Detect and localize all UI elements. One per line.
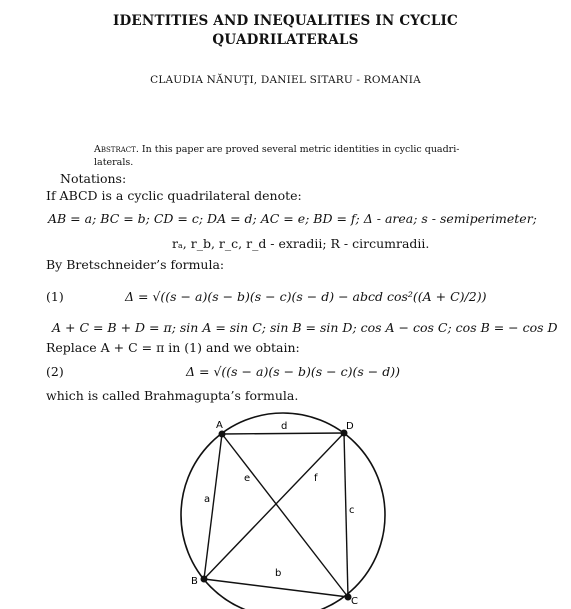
title-line-2: QUADRILATERALS	[212, 32, 359, 48]
side-a-label: a	[204, 494, 211, 505]
vertex-d-label: D	[346, 421, 354, 432]
vertex-a-label: A	[216, 420, 223, 431]
vertex-a-point	[219, 431, 226, 438]
side-d-line	[222, 433, 344, 434]
abstract-text-1: In this paper are proved several metric identities in cyclic quadri-	[141, 144, 460, 155]
diagonal-f-label: f	[314, 473, 318, 484]
intro-text: If ABCD is a cyclic quadrilateral denote:	[46, 188, 302, 203]
abstract-text-2: laterals.	[94, 157, 134, 168]
abstract-label: Abstract.	[94, 144, 139, 155]
vertex-b-label: B	[191, 576, 198, 587]
brahmagupta-line: which is called Brahmagupta’s formula.	[46, 388, 299, 403]
equation-2: Δ = √((s − a)(s − b)(s − c)(s − d))	[186, 364, 400, 379]
diagonal-e-line	[222, 434, 348, 597]
authors: CLAUDIA NĂNUŢI, DANIEL SITARU - ROMANIA	[150, 74, 421, 86]
eq1-number: (1)	[46, 289, 64, 304]
equation-1: Δ = √((s − a)(s − b)(s − c)(s − d) − abcd cos²((A + C)/2))	[125, 289, 487, 304]
title-line-1: IDENTITIES AND INEQUALITIES IN CYCLIC	[113, 13, 458, 29]
notation-eq-2: rₐ, r_b, r_c, r_d - exradii; R - circumradii.	[172, 236, 430, 251]
notation-eq-1: AB = a; BC = b; CD = c; DA = d; AC = e; BD = f; Δ - area; s - semiperimeter;	[48, 211, 537, 226]
side-a-line	[204, 434, 222, 579]
side-b-line	[204, 579, 348, 597]
side-c-line	[344, 433, 348, 597]
angles-line: A + C = B + D = π; sin A = sin C; sin B = sin D; cos A − cos C; cos B = − cos D	[52, 320, 558, 335]
side-b-label: b	[275, 568, 282, 579]
diagonal-f-line	[204, 433, 344, 579]
vertex-c-label: C	[351, 596, 358, 607]
side-c-label: c	[349, 505, 355, 516]
replace-line: Replace A + C = π in (1) and we obtain:	[46, 340, 300, 355]
side-d-label: d	[281, 421, 288, 432]
diagonal-e-label: e	[244, 473, 251, 484]
notations-heading: Notations:	[60, 171, 127, 186]
vertex-b-point	[201, 576, 208, 583]
eq2-number: (2)	[46, 364, 64, 379]
bretschneider-line: By Bretschneider’s formula:	[46, 257, 225, 272]
